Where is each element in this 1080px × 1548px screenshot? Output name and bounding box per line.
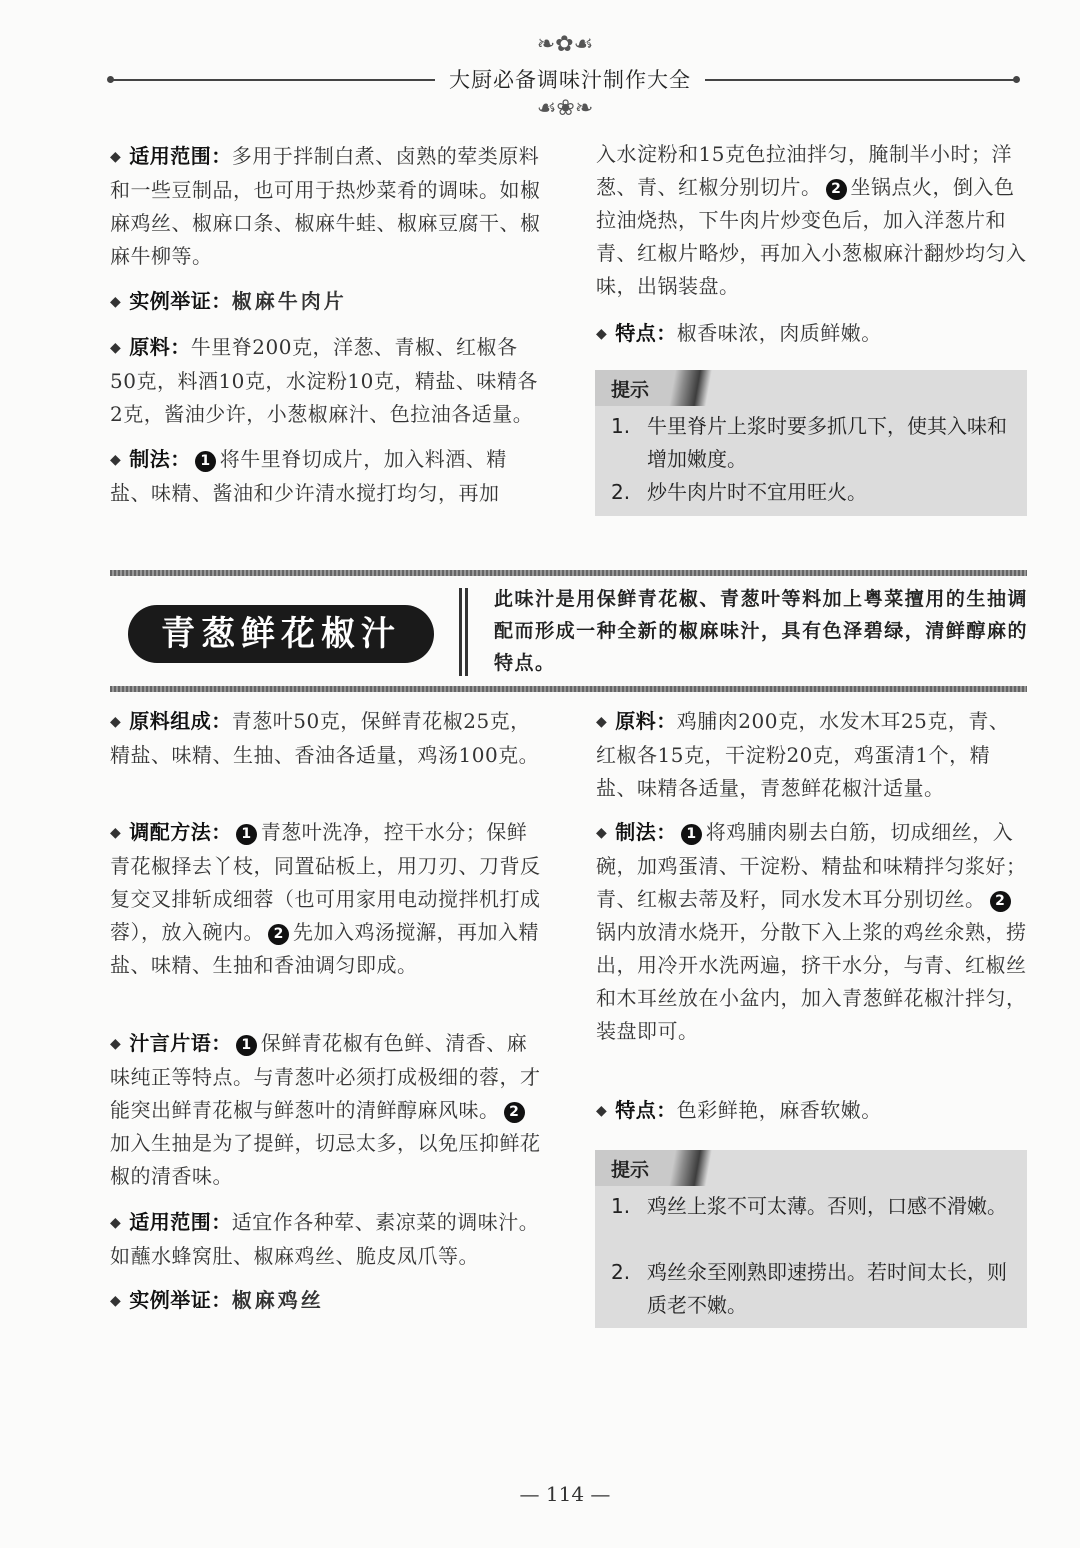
preparation-text-2: 先加入鸡汤搅澥，再加入精盐、味精、生抽和香油调匀即成。 xyxy=(110,920,539,977)
notes-paragraph xyxy=(110,1027,542,1193)
feature-label: ◆ 特点： xyxy=(596,1098,677,1122)
composition-label: ◆ 原料组成： xyxy=(110,709,232,733)
example-paragraph xyxy=(110,1284,542,1318)
section-intro: 此味汁是用保鲜青花椒、青葱叶等料加上粤菜擅用的生抽调配而形成一种全新的椒麻味汁，具有色泽碧绿，清鲜醇麻的特点。 xyxy=(494,588,1028,674)
ingredients-text: 鸡脯肉200克，水发木耳25克，青、红椒各15克，干淀粉20克，鸡蛋清1个，精盐、味精各适量，青葱鲜花椒汁适量。 xyxy=(596,709,1010,800)
step-number-2: 2 xyxy=(504,1102,525,1123)
ingredients-label: ◆ 原料： xyxy=(110,335,191,359)
tip-item-number: 1. xyxy=(611,1194,631,1218)
notes-text-1: 保鲜青花椒有色鲜、清香、麻味纯正等特点。与青葱叶必须打成极细的蓉，才能突出鲜青花椒与鲜葱叶的清鲜醇麻风味。 xyxy=(110,1031,541,1122)
example-title: 椒麻牛肉片 xyxy=(231,289,347,313)
header-ornament-bottom: ☙❀❧ xyxy=(536,96,594,121)
scope-paragraph xyxy=(110,1206,542,1273)
section-divider-bottom xyxy=(110,686,1027,692)
example-label: ◆ 实例举证： xyxy=(110,289,232,313)
step-number-1: 1 xyxy=(681,824,702,845)
method-text-1-continued: 入水淀粉和15克色拉油拌匀，腌制半小时；洋葱、青、红椒分别切片。 xyxy=(596,142,1012,199)
preparation-paragraph xyxy=(110,816,542,982)
tip-item-text: 牛里脊片上浆时要多抓几下，使其入味和增加嫩度。 xyxy=(647,414,1007,471)
method-text-2: 坐锅点火，倒入色拉油烧热，下牛肉片炒变色后，加入洋葱片和青、红椒片略炒，再加入小葱椒麻汁翻炒均匀入味，出锅装盘。 xyxy=(596,175,1027,298)
tip-box xyxy=(595,1150,1027,1328)
feature-text: 色彩鲜艳，麻香软嫩。 xyxy=(676,1098,882,1122)
preparation-text-1: 青葱叶洗净，控干水分；保鲜青花椒择去丫枝，同置砧板上，用刀刃、刀背反复交叉排斩成细蓉（也可用家用电动搅拌机打成蓉），放入碗内。 xyxy=(110,820,541,944)
tip-item xyxy=(611,1190,1017,1223)
tip-item-number: 2. xyxy=(611,1260,631,1284)
method-text-1: 将牛里脊切成片，加入料酒、精盐、味精、酱油和少许清水搅打均匀，再加 xyxy=(110,447,507,505)
step-number-2: 2 xyxy=(826,179,847,200)
tip-item xyxy=(611,1256,1017,1322)
tip-item-text: 鸡丝氽至刚熟即速捞出。若时间太长，则质老不嫩。 xyxy=(647,1260,1007,1317)
tip-label: 提示 xyxy=(611,379,650,401)
scope-label: ◆ 适用范围： xyxy=(110,144,232,168)
tip-item-text: 炒牛肉片时不宜用旺火。 xyxy=(647,480,867,504)
tip-box xyxy=(595,370,1027,516)
tip-item xyxy=(611,410,1017,476)
section-title-badge: 青葱鲜花椒汁 xyxy=(128,605,434,663)
tip-item-number: 2. xyxy=(611,480,631,504)
step-number-2: 2 xyxy=(990,891,1011,912)
scope-text: 多用于拌制白煮、卤熟的荤类原料和一些豆制品，也可用于热炒菜肴的调味。如椒麻鸡丝、椒麻口条、椒麻牛蛙、椒麻豆腐干、椒麻牛柳等。 xyxy=(110,144,541,268)
composition-text: 青葱叶50克，保鲜青花椒25克，精盐、味精、生抽、香油各适量，鸡汤100克。 xyxy=(110,709,540,767)
method-paragraph xyxy=(596,816,1028,1048)
step-number-1: 1 xyxy=(236,1035,257,1056)
scope-paragraph xyxy=(110,140,542,273)
header-rule-left xyxy=(110,79,435,81)
feature-paragraph xyxy=(596,1094,1028,1128)
method-text-1: 将鸡脯肉剔去白筋，切成细丝，入碗，加鸡蛋清、干淀粉、精盐和味精拌匀浆好；青、红椒去蒂及籽，同水发木耳分别切丝。 xyxy=(596,820,1027,911)
title-divider-bar xyxy=(465,588,468,676)
step-number-1: 1 xyxy=(236,824,257,845)
section-divider-top xyxy=(110,570,1027,576)
notes-label: ◆ 汁言片语： xyxy=(110,1031,232,1055)
ingredients-label: ◆ 原料： xyxy=(596,709,677,733)
method-label: ◆ 制法： xyxy=(110,447,191,471)
example-label: ◆ 实例举证： xyxy=(110,1288,232,1312)
example-title: 椒麻鸡丝 xyxy=(231,1288,324,1312)
scope-label: ◆ 适用范围： xyxy=(110,1210,232,1234)
preparation-label: ◆ 调配方法： xyxy=(110,820,232,844)
feature-label: ◆ 特点： xyxy=(596,321,677,345)
notes-text-2: 加入生抽是为了提鲜，切忌太多，以免压抑鲜花椒的清香味。 xyxy=(110,1131,541,1188)
tip-item-text: 鸡丝上浆不可太薄。否则，口感不滑嫩。 xyxy=(647,1194,1007,1218)
header-ornament-top: ❧✿☙ xyxy=(536,32,594,57)
tip-item-number: 1. xyxy=(611,414,631,438)
feature-paragraph xyxy=(596,317,1028,351)
feature-text: 椒香味浓，肉质鲜嫩。 xyxy=(676,321,882,345)
header-rule-right xyxy=(705,79,1017,81)
ingredients-paragraph xyxy=(596,705,1028,805)
title-divider-bar xyxy=(459,588,462,676)
method-label: ◆ 制法： xyxy=(596,820,677,844)
method-paragraph xyxy=(110,443,542,510)
scope-text: 适宜作各种荤、素凉菜的调味汁。如蘸水蜂窝肚、椒麻鸡丝、脆皮凤爪等。 xyxy=(110,1210,540,1268)
ingredients-text: 牛里脊200克，洋葱、青椒、红椒各50克，料酒10克，水淀粉10克，精盐、味精各2克，酱油少许，小葱椒麻汁、色拉油各适量。 xyxy=(110,335,538,426)
step-number-1: 1 xyxy=(195,451,216,472)
composition-paragraph xyxy=(110,705,542,772)
step-number-2: 2 xyxy=(268,924,289,945)
header-title: 大厨必备调味汁制作大全 xyxy=(449,68,691,92)
tip-item xyxy=(611,476,1017,509)
tip-label: 提示 xyxy=(611,1159,650,1181)
page-number: — 114 — xyxy=(519,1482,611,1506)
example-paragraph xyxy=(110,285,542,319)
method-text-2: 锅内放清水烧开，分散下入上浆的鸡丝氽熟，捞出，用冷开水洗两遍，挤干水分，与青、红椒丝和木耳丝放在小盆内，加入青葱鲜花椒汁拌匀，装盘即可。 xyxy=(596,920,1027,1043)
method-paragraph-continued xyxy=(596,138,1028,303)
ingredients-paragraph xyxy=(110,331,542,431)
